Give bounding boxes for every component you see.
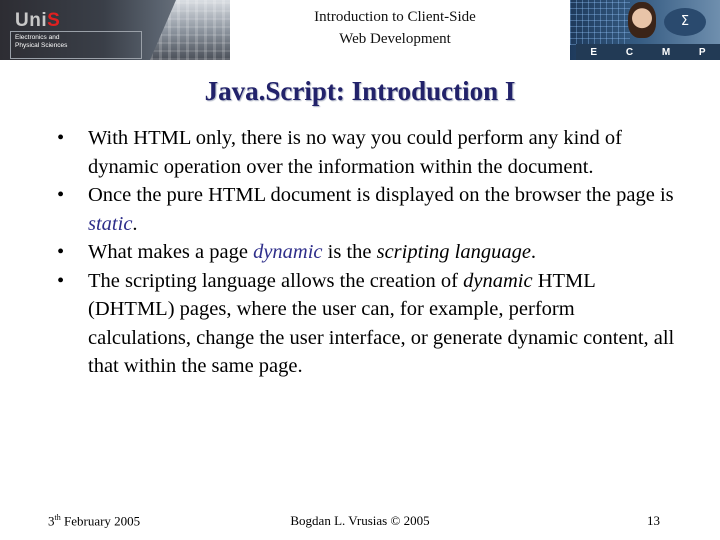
footer-date: 3th February 2005 bbox=[48, 513, 141, 529]
emphasis-scripting-language: scripting language bbox=[376, 241, 531, 263]
logo-name: UniS bbox=[15, 10, 61, 31]
ecmp-letter: M bbox=[661, 46, 671, 58]
ecmp-letter: E bbox=[590, 46, 598, 58]
course-title-line2: Web Development bbox=[339, 31, 451, 47]
logo-department: Electronics and Physical Sciences bbox=[15, 34, 68, 49]
ecmp-strip bbox=[576, 44, 720, 60]
bullet-list bbox=[56, 124, 676, 381]
emphasis-dynamic: dynamic bbox=[253, 241, 323, 263]
emphasis-static: static bbox=[88, 212, 133, 235]
bullet-marker: • bbox=[57, 241, 65, 263]
footer-author: Bogdan L. Vrusias © 2005 bbox=[290, 513, 430, 528]
ecmp-letter: P bbox=[698, 46, 706, 58]
ecmp-letter: C bbox=[625, 46, 634, 58]
bullet-marker: • bbox=[57, 127, 65, 149]
bullet-item: • With HTML only, there is no way you could perform any kind of dynamic operation over the information within the document. bbox=[56, 124, 676, 181]
bullet-item: • What makes a page dynamic is the scripting language. bbox=[56, 238, 676, 267]
bullet-marker: • bbox=[57, 184, 65, 206]
course-title-line1: Introduction to Client-Side bbox=[314, 9, 476, 25]
grid-pattern bbox=[570, 0, 630, 45]
bullet-item: • The scripting language allows the creation of dynamic HTML (DHTML) pages, where the user can, for example, perform calculations, change the user interface, or generate dynamic content, all that within the same page. bbox=[56, 267, 676, 381]
page-number: 13 bbox=[647, 513, 660, 528]
bullet-item: • Once the pure HTML document is displayed on the browser the page is static. bbox=[56, 181, 676, 238]
header-banner bbox=[0, 0, 720, 60]
emphasis-dynamic: dynamic bbox=[463, 269, 533, 292]
portrait-image bbox=[628, 2, 656, 38]
slide-title: Java.Script: Introduction I bbox=[204, 76, 516, 106]
bullet-marker: • bbox=[57, 269, 65, 292]
course-title bbox=[230, 6, 560, 50]
sigma-badge: Σ bbox=[664, 8, 706, 36]
